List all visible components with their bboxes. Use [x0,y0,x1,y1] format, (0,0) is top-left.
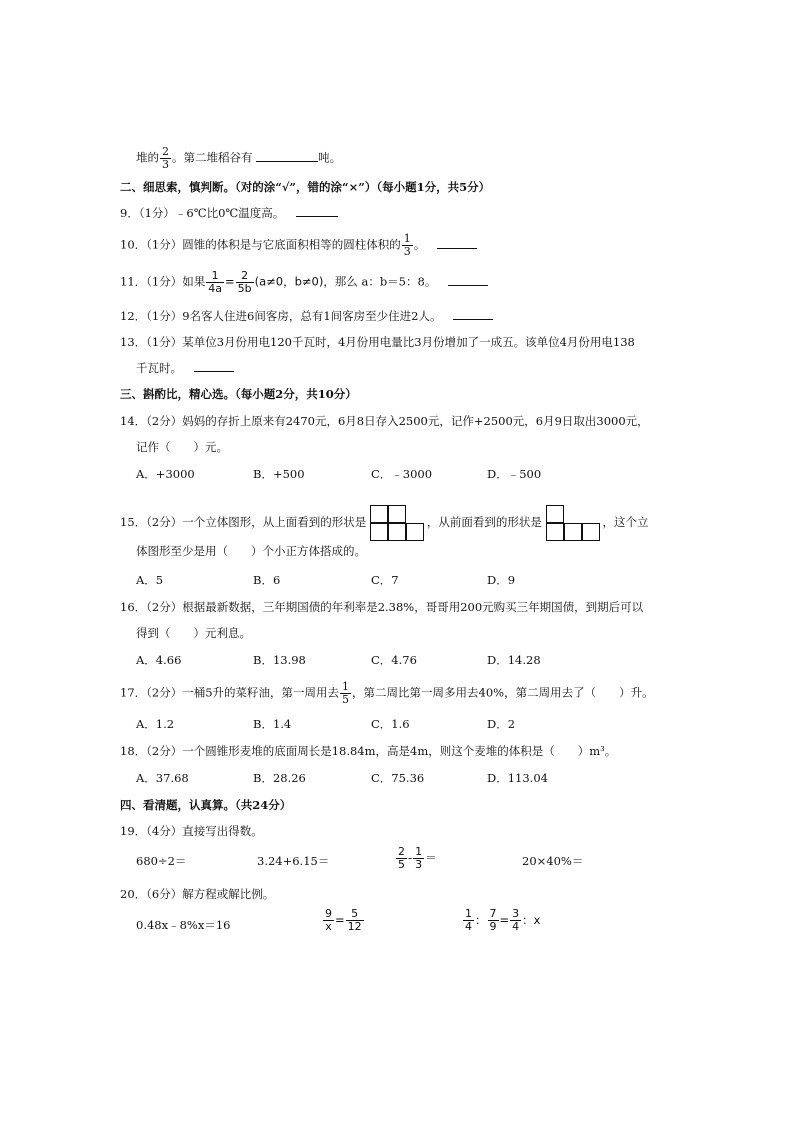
question-19-title: 19．（4分）直接写出得数。 [120,824,263,838]
answer-blank[interactable] [453,308,493,320]
q17-option-c[interactable]: C．1.6 [371,717,410,731]
q17-option-a[interactable]: A．1.2 [136,717,175,731]
question-text: 12．（1分）9名客人住进6间客房，总有1间客房至少住进2人。 [120,309,442,323]
q18-option-a[interactable]: A．37.68 [136,771,189,785]
fraction: $\frac{1}{5}$ [342,680,350,706]
q14-option-d[interactable]: D．﹣500 [487,467,542,481]
q8-suffix: 吨。 [318,150,342,165]
answer-blank[interactable] [437,237,477,249]
fraction: $\frac{1}{4a}$ [208,269,222,295]
question-20-title: 20．（6分）解方程或解比例。 [120,887,275,901]
top-view-figure [370,505,427,541]
section-4-title: 四、看清题，认真算。（共24分） [120,798,292,812]
punct: 。 [413,237,426,252]
fraction: $\frac{1}{3}$ [403,232,411,258]
question-14-line2: 记作（ ）元。 [136,440,228,454]
answer-blank[interactable] [194,360,234,372]
q16-option-b[interactable]: B．13.98 [253,653,306,667]
colon: ： [475,913,487,927]
question-17 [120,681,654,706]
question-text: ，第二周比第一周多用去40%，第二周用去了（ ）升。 [352,685,654,700]
minus: - [408,850,413,865]
colon: ： [522,913,534,927]
question-15-line2: 体图形至少是用（ ）个小正方体搭成的。 [136,544,366,558]
question-16-line1: 16．（2分）根据最新数据，三年期国债的年利率是2.38%，哥哥用200元购买三年期国债，到期后可以 [120,600,644,614]
q8-prefix: 堆的 [136,150,159,165]
question-text: 11．（1分）如果 [120,274,206,289]
q17-option-b[interactable]: B．1.4 [253,717,292,731]
equals: = [224,274,235,289]
fraction: $\frac{1}{4}$ [465,907,472,933]
q20-equation-3 [462,908,540,933]
q15-option-c[interactable]: C．7 [371,573,399,587]
question-16-line2: 得到（ ）元利息。 [136,626,251,640]
section-3-title: 三、斟酌比，精心选。（每小题2分，共10分） [120,387,357,401]
fraction: $\frac{5}{12}$ [347,907,362,933]
fraction: $\frac{9}{x}$ [325,907,332,933]
fraction: $\frac{1}{3}$ [415,845,423,871]
q19-item-1: 680÷2＝ [136,854,187,868]
question-15-line1 [120,505,649,541]
q19-item-3 [395,846,437,871]
fraction: $\frac{2}{5b}$ [237,269,252,295]
q15-option-d[interactable]: D．9 [487,573,516,587]
condition: (a≠0，b≠0) [254,274,324,289]
question-14-line1: 14．（2分）妈妈的存折上原来有2470元，6月8日存入2500元，记作+2500元，6月9日取出3000元， [120,414,649,428]
question-9 [120,204,338,222]
q16-option-d[interactable]: D．14.28 [487,653,541,667]
question-11 [120,270,488,295]
question-text: ，这个立 [602,515,649,529]
q18-option-b[interactable]: B．28.26 [253,771,306,785]
question-18: 18．（2分）一个圆锥形麦堆的底面周长是18.84m，高是4m，则这个麦堆的体积是（ ）m³。 [120,744,617,758]
equals: = [499,913,510,927]
q18-option-c[interactable]: C．75.36 [371,771,425,785]
q15-option-b[interactable]: B．6 [253,573,281,587]
question-text: 10．（1分）圆锥的体积是与它底面积相等的圆柱体积的 [120,237,401,252]
question-text: ，从前面看到的形状是 [426,515,542,529]
front-view-figure [546,505,603,541]
q8-mid: 。第二堆稻谷有 [172,150,253,165]
fraction: $\frac{2}{5}$ [398,845,405,871]
q8-tail [136,146,341,171]
q14-option-b[interactable]: B．+500 [253,467,305,481]
q19-item-2: 3.24+6.15＝ [257,854,330,868]
question-text: ，那么 a：b＝5：8。 [323,274,437,289]
q16-option-a[interactable]: A．4.66 [136,653,182,667]
equals: ＝ [425,850,437,865]
question-13-line1: 13．（1分）某单位3月份用电120千瓦时，4月份用电量比3月份增加了一成五。该单位4月份用电138 [120,335,635,349]
q19-item-4: 20×40%＝ [522,854,584,868]
answer-blank[interactable] [256,150,318,162]
q20-equation-1: 0.48x﹣8%x＝16 [136,918,231,932]
fraction: $\frac{2}{3}$ [162,145,169,171]
question-text: 15．（2分）一个立体图形，从上面看到的形状是 [120,515,367,529]
question-10 [120,233,477,258]
answer-blank[interactable] [296,205,338,217]
q16-option-c[interactable]: C．4.76 [371,653,417,667]
question-text: 千瓦时。 [136,361,182,375]
q18-option-d[interactable]: D．113.04 [487,771,548,785]
question-text: 9．（1分）﹣6℃比0℃温度高。 [120,206,285,220]
q20-equation-2 [322,908,365,933]
fraction: $\frac{7}{9}$ [489,907,497,933]
fraction: $\frac{3}{4}$ [512,907,520,933]
question-text: 17．（2分）一桶5升的菜籽油，第一周用去 [120,685,340,700]
section-2-title: 二、细思索，慎判断。（对的涂“√”，错的涂“×”）（每小题1分，共5分） [120,180,491,194]
answer-blank[interactable] [448,274,488,286]
question-13-line2 [136,359,234,377]
question-12 [120,307,493,325]
q14-option-c[interactable]: C．﹣3000 [371,467,433,481]
q15-option-a[interactable]: A．5 [136,573,164,587]
equals: = [335,913,345,927]
variable: x [533,913,541,927]
q14-option-a[interactable]: A．+3000 [136,467,195,481]
q17-option-d[interactable]: D．2 [487,717,516,731]
